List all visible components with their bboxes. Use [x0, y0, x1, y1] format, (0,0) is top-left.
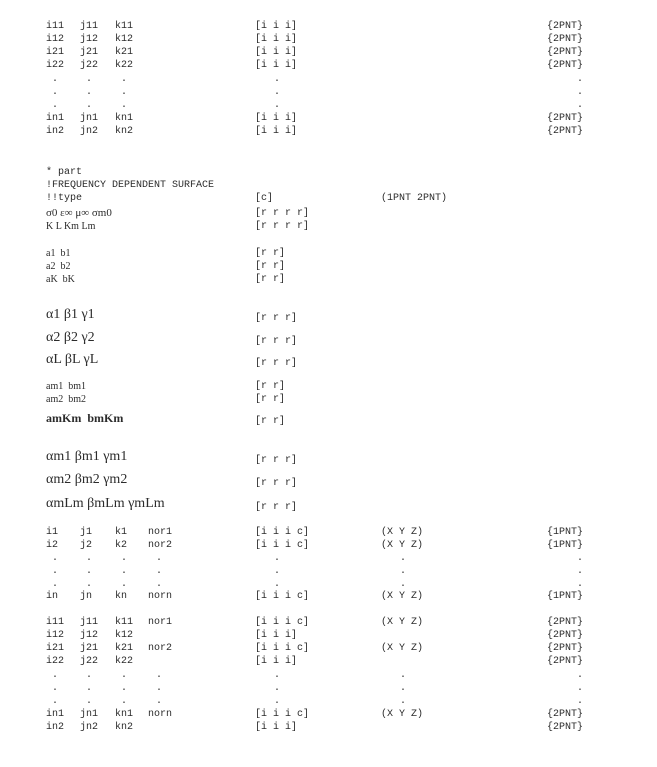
nor-cell: norn: [148, 591, 173, 602]
nor-row: [0, 642, 657, 655]
ellipsis-dot: .: [399, 696, 406, 707]
node-row: [0, 59, 657, 72]
nor-cell: (X Y Z): [381, 591, 424, 602]
nor-cell: [i i i c]: [255, 709, 310, 720]
nor-cell: kn1: [115, 709, 134, 720]
nor-cell: norn: [148, 709, 173, 720]
ellipsis-dot: .: [273, 696, 280, 707]
node-cell: j11: [80, 21, 99, 32]
nor-cell: jn1: [80, 709, 99, 720]
abm-params: amKm bmKm: [46, 411, 124, 425]
nor-cell: (X Y Z): [381, 540, 424, 551]
nor-cell: [i i i c]: [255, 527, 310, 538]
ellipsis-dot: .: [399, 579, 406, 590]
ellipsis-dot: .: [85, 74, 92, 85]
node-cell: {2PNT}: [546, 21, 583, 32]
node-row: [0, 46, 657, 59]
ellipsis-dot: .: [273, 670, 280, 681]
klkl-row: [0, 220, 657, 233]
ab-params: aK bK: [46, 274, 75, 285]
ellipsis-dot: .: [399, 566, 406, 577]
nor-cell: i22: [46, 656, 65, 667]
nor-ellipsis-row: [0, 552, 657, 565]
ab-row: [0, 273, 657, 286]
ellipsis-dot: .: [85, 566, 92, 577]
ab-format: [r r]: [255, 274, 286, 285]
node-ellipsis-row: [0, 86, 657, 99]
abm-row: [0, 380, 657, 393]
ab-params: a2 b2: [46, 261, 71, 272]
node-cell: [i i i]: [255, 126, 298, 137]
ellipsis-dot: .: [85, 683, 92, 694]
sigma-format: [r r r r]: [255, 208, 310, 219]
nor-cell: kn2: [115, 722, 134, 733]
node-row: [0, 112, 657, 125]
ellipsis-dot: .: [120, 553, 127, 564]
ellipsis-dot: .: [85, 579, 92, 590]
ellipsis-dot: .: [273, 553, 280, 564]
abgm-format: [r r r]: [255, 455, 298, 466]
nor-cell: [i i i c]: [255, 540, 310, 551]
node-cell: [i i i]: [255, 113, 298, 124]
ellipsis-dot: .: [85, 87, 92, 98]
abgm-format: [r r r]: [255, 502, 298, 513]
ab-row: [0, 247, 657, 260]
abm-params: am1 bm1: [46, 381, 86, 392]
abgm-row: [0, 470, 657, 490]
node-cell: j12: [80, 34, 99, 45]
ellipsis-dot: .: [51, 579, 58, 590]
node-cell: .: [576, 87, 583, 98]
ellipsis-dot: .: [120, 683, 127, 694]
abg-format: [r r r]: [255, 313, 298, 324]
nor-cell: kn: [115, 591, 128, 602]
nor-row: [0, 629, 657, 642]
node-cell: k22: [115, 60, 134, 71]
nor-row: [0, 590, 657, 603]
node-cell: k11: [115, 21, 134, 32]
node-cell: {2PNT}: [546, 60, 583, 71]
abm-row: [0, 410, 657, 426]
nor-cell: in1: [46, 709, 65, 720]
abm-params: am2 bm2: [46, 394, 86, 405]
node-cell: {2PNT}: [546, 113, 583, 124]
nor-ellipsis-row: [0, 695, 657, 708]
node-cell: kn1: [115, 113, 134, 124]
nor-ellipsis-row: [0, 682, 657, 695]
abgm-params: αm1 βm1 γm1: [46, 449, 128, 464]
nor-cell: [i i i c]: [255, 617, 310, 628]
nor-cell: (X Y Z): [381, 643, 424, 654]
ellipsis-dot: .: [51, 566, 58, 577]
nor-cell: {2PNT}: [546, 656, 583, 667]
nor-cell: j1: [80, 527, 93, 538]
nor-cell: j12: [80, 630, 99, 641]
part-keyword-row: [0, 179, 657, 192]
ellipsis-dot: .: [399, 553, 406, 564]
ellipsis-dot: .: [85, 670, 92, 681]
nor-cell: (X Y Z): [381, 709, 424, 720]
ellipsis-dot: .: [120, 566, 127, 577]
nor-cell: [i i i]: [255, 656, 298, 667]
ellipsis-dot: .: [155, 566, 162, 577]
nor-cell: .: [576, 579, 583, 590]
nor-ellipsis-row: [0, 565, 657, 578]
nor-cell: .: [576, 553, 583, 564]
abg-row: [0, 328, 657, 348]
node-cell: {2PNT}: [546, 34, 583, 45]
node-cell: k21: [115, 47, 134, 58]
ellipsis-dot: .: [51, 553, 58, 564]
nor-cell: nor2: [148, 643, 173, 654]
nor-cell: {2PNT}: [546, 709, 583, 720]
ellipsis-dot: .: [51, 683, 58, 694]
nor-cell: i11: [46, 617, 65, 628]
nor-cell: .: [576, 696, 583, 707]
ellipsis-dot: .: [120, 670, 127, 681]
nor-cell: k1: [115, 527, 128, 538]
nor-cell: [i i i c]: [255, 643, 310, 654]
node-cell: in1: [46, 113, 65, 124]
nor-cell: .: [576, 683, 583, 694]
nor-cell: {2PNT}: [546, 722, 583, 733]
node-cell: [i i i]: [255, 21, 298, 32]
ab-format: [r r]: [255, 248, 286, 259]
nor-cell: [i i i]: [255, 722, 298, 733]
nor-cell: .: [576, 566, 583, 577]
part-comment: * part: [46, 167, 83, 178]
nor-cell: nor2: [148, 540, 173, 551]
node-cell: j21: [80, 47, 99, 58]
type-label: !!type: [46, 193, 83, 204]
abg-format: [r r r]: [255, 336, 298, 347]
ellipsis-dot: .: [399, 683, 406, 694]
node-cell: .: [576, 100, 583, 111]
nor-cell: {1PNT}: [546, 540, 583, 551]
ellipsis-dot: .: [51, 696, 58, 707]
nor-cell: i21: [46, 643, 65, 654]
nor-cell: j22: [80, 656, 99, 667]
ellipsis-dot: .: [51, 100, 58, 111]
ellipsis-dot: .: [120, 696, 127, 707]
part-type-row: [0, 192, 657, 205]
nor-cell: {2PNT}: [546, 643, 583, 654]
type-points: (1PNT 2PNT): [381, 193, 448, 204]
type-value: [c]: [255, 193, 274, 204]
abgm-params: αmLm βmLm γmLm: [46, 496, 165, 511]
ellipsis-dot: .: [155, 696, 162, 707]
ellipsis-dot: .: [120, 579, 127, 590]
klkl-params: K L Km Lm: [46, 221, 96, 232]
abg-row: [0, 305, 657, 325]
nor-row: [0, 708, 657, 721]
part-keyword: !FREQUENCY DEPENDENT SURFACE: [46, 180, 215, 191]
ellipsis-dot: .: [85, 100, 92, 111]
nor-cell: k2: [115, 540, 128, 551]
node-cell: i11: [46, 21, 65, 32]
node-row: [0, 33, 657, 46]
nor-cell: k21: [115, 643, 134, 654]
ellipsis-dot: .: [273, 87, 280, 98]
node-cell: {2PNT}: [546, 47, 583, 58]
nor-row: [0, 655, 657, 668]
ellipsis-dot: .: [155, 670, 162, 681]
nor-cell: {1PNT}: [546, 527, 583, 538]
nor-cell: jn: [80, 591, 93, 602]
nor-cell: [i i i c]: [255, 591, 310, 602]
nor-cell: k11: [115, 617, 134, 628]
ellipsis-dot: .: [85, 553, 92, 564]
ellipsis-dot: .: [51, 74, 58, 85]
ellipsis-dot: .: [51, 670, 58, 681]
ab-params: a1 b1: [46, 248, 71, 259]
sigma-params: σ0 ε∞ μ∞ σm0: [46, 207, 112, 219]
abgm-params: αm2 βm2 γm2: [46, 472, 128, 487]
ellipsis-dot: .: [120, 87, 127, 98]
node-cell: jn2: [80, 126, 99, 137]
nor-cell: i2: [46, 540, 59, 551]
node-cell: jn1: [80, 113, 99, 124]
node-cell: [i i i]: [255, 60, 298, 71]
nor-row: [0, 721, 657, 734]
nor-row: [0, 616, 657, 629]
node-cell: in2: [46, 126, 65, 137]
ellipsis-dot: .: [51, 87, 58, 98]
nor-cell: .: [576, 670, 583, 681]
abg-params: α1 β1 γ1: [46, 307, 95, 322]
ellipsis-dot: .: [273, 74, 280, 85]
ellipsis-dot: .: [155, 553, 162, 564]
nor-cell: k12: [115, 630, 134, 641]
node-ellipsis-row: [0, 73, 657, 86]
ellipsis-dot: .: [273, 579, 280, 590]
nor-row: [0, 539, 657, 552]
node-row: [0, 125, 657, 138]
ellipsis-dot: .: [273, 566, 280, 577]
sigma-row: [0, 207, 657, 220]
nor-cell: (X Y Z): [381, 527, 424, 538]
ellipsis-dot: .: [273, 100, 280, 111]
abgm-row: [0, 494, 657, 514]
ab-format: [r r]: [255, 261, 286, 272]
nor-cell: i1: [46, 527, 59, 538]
nor-cell: nor1: [148, 617, 173, 628]
ellipsis-dot: .: [273, 683, 280, 694]
abm-row: [0, 393, 657, 406]
node-ellipsis-row: [0, 99, 657, 112]
node-cell: .: [576, 74, 583, 85]
abg-row: [0, 350, 657, 370]
abgm-format: [r r r]: [255, 478, 298, 489]
nor-cell: (X Y Z): [381, 617, 424, 628]
node-row: [0, 20, 657, 33]
ellipsis-dot: .: [120, 74, 127, 85]
nor-cell: j21: [80, 643, 99, 654]
node-cell: i21: [46, 47, 65, 58]
ellipsis-dot: .: [155, 683, 162, 694]
nor-ellipsis-row: [0, 669, 657, 682]
part-comment-row: [0, 166, 657, 179]
node-cell: i12: [46, 34, 65, 45]
nor-cell: i12: [46, 630, 65, 641]
klkl-format: [r r r r]: [255, 221, 310, 232]
nor-cell: j2: [80, 540, 93, 551]
nor-row: [0, 526, 657, 539]
abm-format: [r r]: [255, 394, 286, 405]
nor-cell: {2PNT}: [546, 630, 583, 641]
node-cell: k12: [115, 34, 134, 45]
node-cell: {2PNT}: [546, 126, 583, 137]
abm-format: [r r]: [255, 381, 286, 392]
ellipsis-dot: .: [155, 579, 162, 590]
nor-cell: {2PNT}: [546, 617, 583, 628]
abg-params: αL βL γL: [46, 352, 99, 367]
nor-cell: k22: [115, 656, 134, 667]
ellipsis-dot: .: [399, 670, 406, 681]
ellipsis-dot: .: [85, 696, 92, 707]
node-cell: kn2: [115, 126, 134, 137]
nor-cell: {1PNT}: [546, 591, 583, 602]
abm-format: [r r]: [255, 416, 286, 427]
nor-cell: jn2: [80, 722, 99, 733]
nor-cell: [i i i]: [255, 630, 298, 641]
abg-format: [r r r]: [255, 358, 298, 369]
nor-cell: nor1: [148, 527, 173, 538]
abg-params: α2 β2 γ2: [46, 330, 95, 345]
ellipsis-dot: .: [120, 100, 127, 111]
node-cell: j22: [80, 60, 99, 71]
abgm-row: [0, 447, 657, 467]
ab-row: [0, 260, 657, 273]
node-cell: [i i i]: [255, 47, 298, 58]
node-cell: i22: [46, 60, 65, 71]
node-cell: [i i i]: [255, 34, 298, 45]
nor-cell: in2: [46, 722, 65, 733]
nor-cell: in: [46, 591, 59, 602]
nor-cell: j11: [80, 617, 99, 628]
